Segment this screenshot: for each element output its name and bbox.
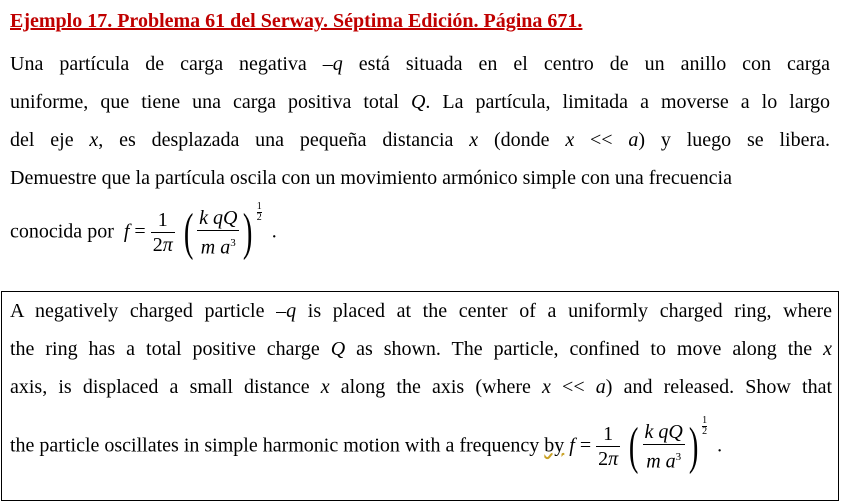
fraction-kqQ-over-ma3: $\frac{\text{k qQ}}{m a^3}$ [199, 207, 238, 259]
es-line-1: Una partícula de carga negativa –q está situada en el centro de un anillo con carga [10, 53, 830, 75]
spanish-problem-statement [10, 45, 830, 197]
es-formula-line [10, 201, 277, 261]
example-title: Ejemplo 17. Problema 61 del Serway. Séptima Edición. Página 671. [10, 10, 583, 32]
en-line-3: axis, is displaced a small distance x along the axis (where x << a) and released. Show that [10, 376, 832, 398]
left-paren: ( [183, 203, 194, 261]
en-word-by: by [544, 434, 565, 457]
left-paren-en: ( [629, 417, 639, 475]
es-line-2: uniforme, que tiene una carga positiva total Q. La partícula, limitada a moverse a lo largo [10, 91, 830, 113]
fraction-one-over-two-pi: $\frac{1}{2\pi}$ [152, 209, 173, 257]
fraction-one-over-two-pi-en: $\frac{1}{2\pi}$ [598, 423, 619, 471]
formula-f-en: f [569, 434, 575, 457]
fraction-kqQ-over-ma3-en: $\frac{\text{k qQ}}{m a^3}$ [644, 421, 683, 473]
en-formula-intro: the particle oscillates in simple harmonic motion with a frequency [10, 434, 545, 457]
right-paren-en: ) [688, 417, 699, 475]
en-line-2: the ring has a total positive charge Q as shown. The particle, confined to move along the x [10, 338, 832, 360]
formula-period: . [271, 220, 277, 243]
es-line-3: del eje x, es desplazada una pequeña distancia x (donde x << a) y luego se libera. [10, 129, 831, 151]
es-formula-intro: conocida por [10, 220, 114, 243]
formula-eq-en: = [579, 434, 592, 457]
en-line-1: A negatively charged particle –q is placed at the center of a uniformly charged ring, where [10, 300, 833, 322]
exponent-one-half-en: $\frac{1}{2}$ [702, 415, 708, 437]
en-formula-line [10, 415, 723, 475]
es-line-4: Demuestre que la partícula oscila con un movimiento armónico simple con una frecuencia [10, 167, 732, 189]
formula-period-en: . [717, 434, 723, 457]
english-problem-statement [10, 292, 832, 406]
exponent-one-half: $\frac{1}{2}$ [256, 201, 262, 223]
formula-f: f [123, 220, 130, 243]
formula-eq: = [134, 220, 146, 243]
right-paren: ) [243, 203, 253, 261]
